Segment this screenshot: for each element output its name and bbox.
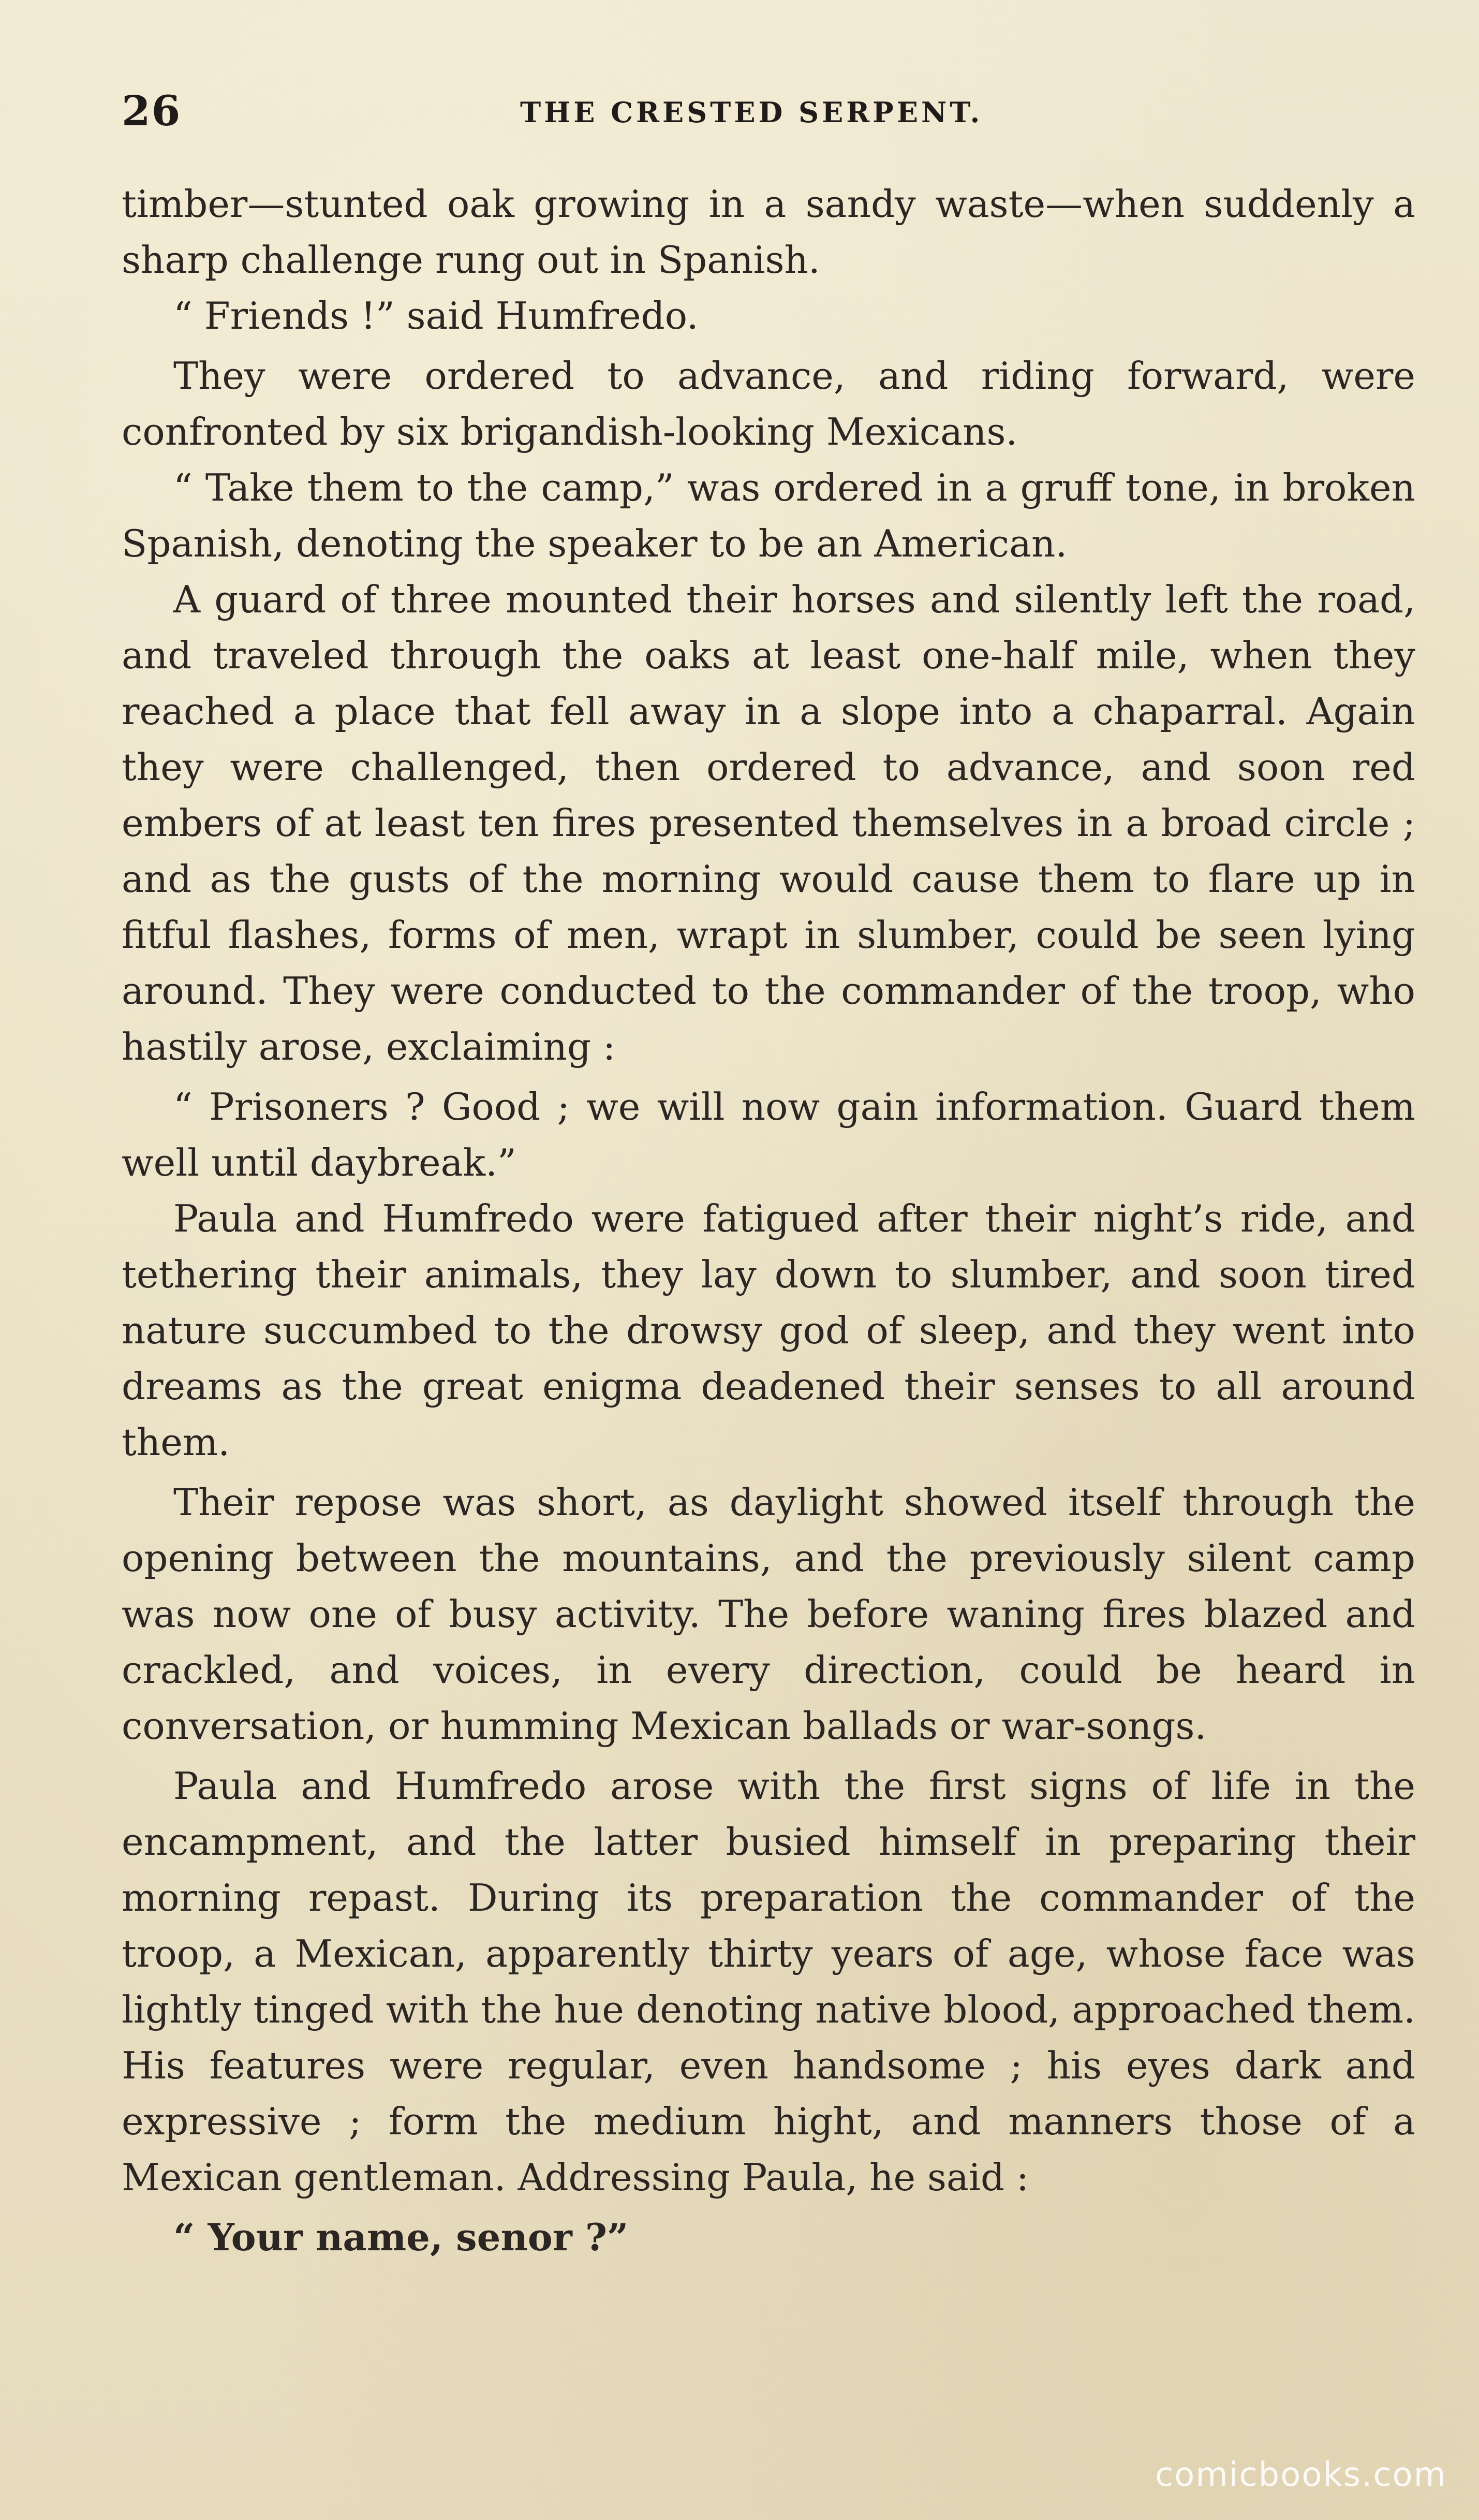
paragraph: A guard of three mounted their horses and silently left the road, and traveled through the oaks at least one-half mile, when they reached a place that fell away in a slope into a chaparral. Again they were challenged, then ordered to advance, and soon red embers of at least ten fires presented themselves in a broad circle ; and as the gusts of the morning would cause them to flare up in fitful flashes, forms of men, wrapt in slumber, could be seen lying around. They were conducted to the commander of the troop, who hastily arose, exclaiming : [122,578,1415,1068]
paragraph: “ Friends !” said Humfredo. [173,294,699,338]
page-header [122,80,1415,142]
paragraph: timber—stunted oak growing in a sandy waste—when suddenly a sharp challenge rung out in Spanish. [122,182,1415,282]
paragraph: They were ordered to advance, and riding forward, were confronted by six brigandish-looking Mexicans. [122,354,1415,453]
paragraph: “ Your name, senor ?” [173,2215,629,2259]
paragraph: Their repose was short, as daylight showed itself through the opening between the mountains, and the previously silent camp was now one of busy activity. The before waning fires blazed and crackled, and voices, in every direction, could be heard in conversation, or humming Mexican ballads or war-songs. [122,1481,1415,1748]
paragraph: “ Take them to the camp,” was ordered in a gruff tone, in broken Spanish, denoting the speaker to be an American. [122,466,1415,565]
paragraph: Paula and Humfredo were fatigued after their night’s ride, and tethering their animals, they lay down to slumber, and soon tired nature succumbed to the drowsy god of sleep, and they went into dreams as the great enigma deadened their senses to all around them. [122,1197,1415,1464]
site-watermark: comicbooks.com [1155,2456,1447,2494]
running-head: THE CRESTED SERPENT. [520,96,983,129]
body-text [122,176,1415,2265]
paragraph: “ Prisoners ? Good ; we will now gain information. Guard them well until daybreak.” [122,1085,1415,1184]
paragraph: Paula and Humfredo arose with the first signs of life in the encampment, and the latter busied himself in preparing their morning repast. During its preparation the commander of the troop, a Mexican, apparently thirty years of age, whose face was lightly tinged with the hue denoting native blood, approached them. His features were regular, even handsome ; his eyes dark and expressive ; form the medium hight, and manners those of a Mexican gentleman. Addressing Paula, he said : [122,1764,1415,2199]
page-number: 26 [122,86,182,135]
